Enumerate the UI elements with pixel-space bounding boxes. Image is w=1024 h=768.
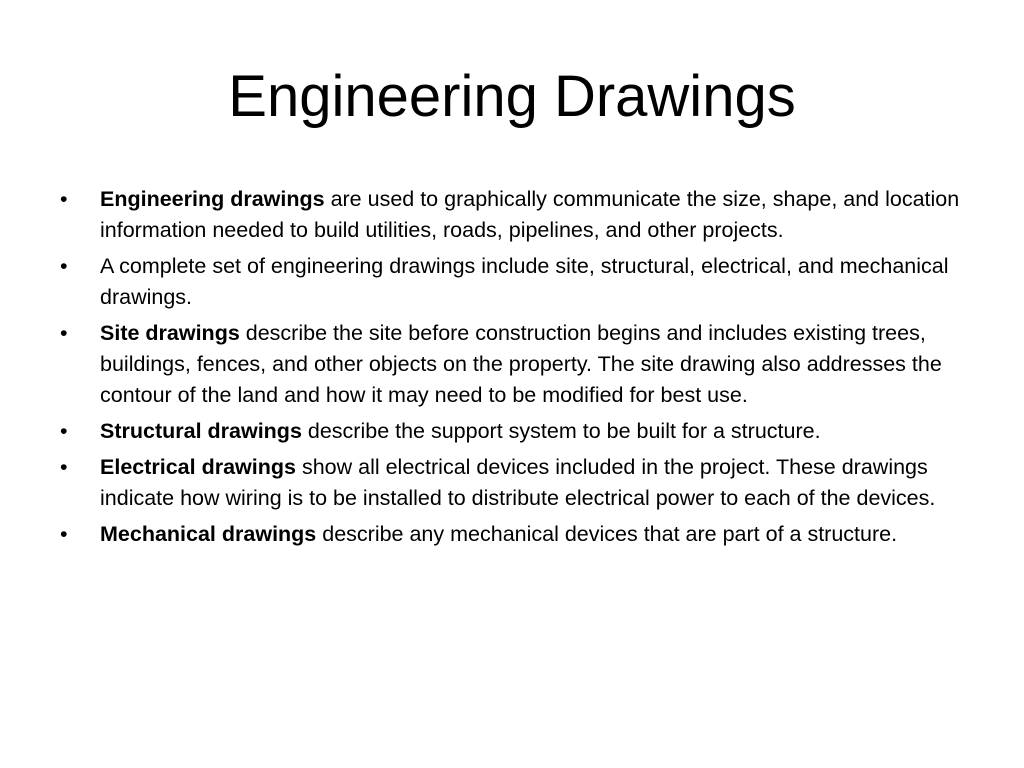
bullet-item: [55, 251, 970, 313]
bullet-list: [55, 184, 970, 555]
bullet-item: [55, 519, 970, 550]
bullet-text: A complete set of engineering drawings include site, structural, electrical, and mechanical drawings.: [100, 254, 949, 309]
bullet-icon: •: [60, 321, 68, 345]
bullet-text: show all electrical devices included in the project. These drawings indicate how wiring is to be installed to distribute electrical power to each of the devices.: [100, 455, 936, 510]
bullet-item: [55, 184, 970, 246]
bullet-item: [55, 318, 970, 411]
bullet-text: describe the support system to be built for a structure.: [301, 419, 821, 443]
bullet-term: Structural drawings: [100, 419, 302, 443]
bullet-term: Engineering drawings: [100, 187, 325, 211]
bullet-text: describe the site before construction begins and includes existing trees, buildings, fences, and other objects on the property. The site drawing also addresses the contour of the land and how it may need to be modified for best use.: [100, 321, 942, 407]
slide-title: Engineering Drawings: [228, 64, 796, 129]
bullet-text: are used to graphically communicate the size, shape, and location information needed to build utilities, roads, pipelines, and other projects.: [100, 187, 960, 242]
bullet-item: [55, 416, 970, 447]
bullet-icon: •: [60, 455, 68, 479]
bullet-term: Site drawings: [100, 321, 240, 345]
bullet-icon: •: [60, 254, 68, 278]
bullet-icon: •: [60, 419, 68, 443]
bullet-term: Electrical drawings: [100, 455, 296, 479]
bullet-item: [55, 452, 970, 514]
bullet-icon: •: [60, 187, 68, 211]
bullet-term: Mechanical drawings: [100, 522, 317, 546]
bullet-icon: •: [60, 522, 68, 546]
bullet-text: describe any mechanical devices that are part of a structure.: [316, 522, 898, 546]
